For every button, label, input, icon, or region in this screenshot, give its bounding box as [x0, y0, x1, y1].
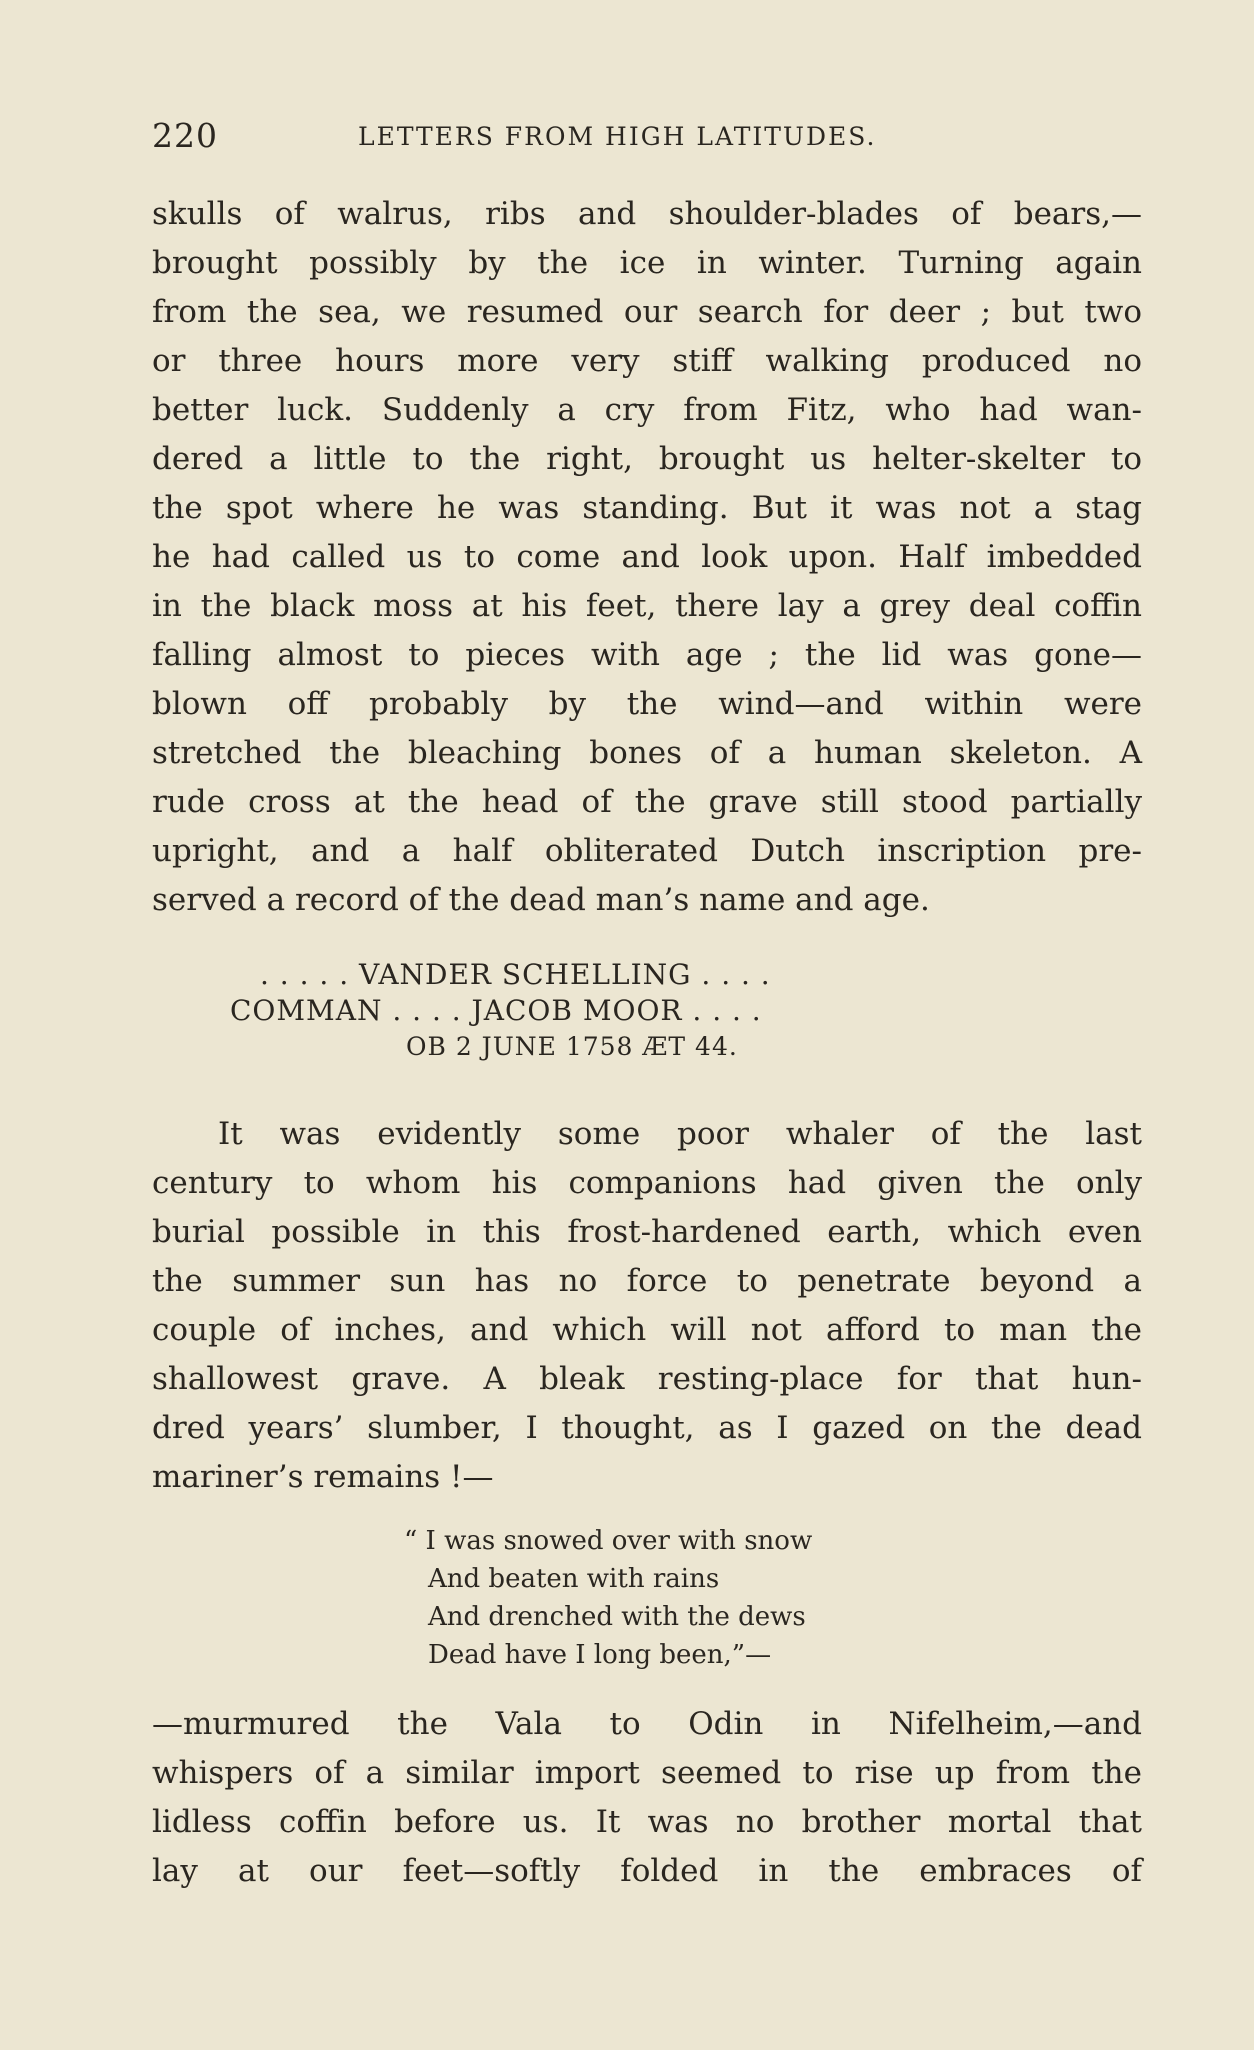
text-line: lidless coffin before us. It was no brother mortal that	[152, 1804, 1142, 1840]
paragraph-3	[152, 1700, 1142, 1896]
text-line: the summer sun has no force to penetrate beyond a	[152, 1263, 1142, 1299]
text-line: lay at our feet—softly folded in the embraces of	[152, 1853, 1142, 1889]
text-line: better luck. Suddenly a cry from Fitz, who had wan-	[152, 392, 1142, 428]
text-line: mariner’s remains !—	[152, 1459, 494, 1495]
paragraph-2	[152, 1110, 1142, 1502]
text-line: dered a little to the right, brought us helter-skelter to	[152, 441, 1142, 477]
verse-line: And beaten with rains	[428, 1564, 720, 1594]
text-line: blown off probably by the wind—and within were	[152, 686, 1142, 722]
text-line: dred years’ slumber, I thought, as I gazed on the dead	[152, 1410, 1142, 1446]
inscription-line: . . . . . VANDER SCHELLING . . . .	[260, 958, 771, 991]
running-head: LETTERS FROM HIGH LATITUDES.	[358, 122, 877, 151]
text-line: shallowest grave. A bleak resting-place for that hun-	[152, 1361, 1142, 1397]
text-line: from the sea, we resumed our search for deer ; but two	[152, 294, 1142, 330]
inscription-line: OB 2 JUNE 1758 ÆT 44.	[406, 1032, 738, 1061]
text-line: upright, and a half obliterated Dutch inscription pre-	[152, 833, 1142, 869]
verse-line: “ I was snowed over with snow	[404, 1526, 813, 1556]
text-line: brought possibly by the ice in winter. Turning again	[152, 245, 1142, 281]
text-line: couple of inches, and which will not afford to man the	[152, 1312, 1142, 1348]
text-line: stretched the bleaching bones of a human skeleton. A	[152, 735, 1142, 771]
text-line: burial possible in this frost-hardened earth, which even	[152, 1214, 1142, 1250]
text-line: he had called us to come and look upon. Half imbedded	[152, 539, 1142, 575]
verse-quotation	[404, 1522, 812, 1674]
text-line: or three hours more very stiff walking produced no	[152, 343, 1142, 379]
page-number: 220	[152, 116, 218, 155]
text-line: falling almost to pieces with age ; the lid was gone—	[152, 637, 1142, 673]
grave-inscription	[230, 957, 771, 1065]
page-header	[152, 116, 1138, 156]
paragraph-1	[152, 190, 1142, 925]
text-line: It was evidently some poor whaler of the last	[218, 1116, 1142, 1152]
text-line: whispers of a similar import seemed to rise up from the	[152, 1755, 1142, 1791]
text-line: in the black moss at his feet, there lay a grey deal coffin	[152, 588, 1142, 624]
verse-line: And drenched with the dews	[428, 1602, 806, 1632]
verse-line: Dead have I long been,”—	[428, 1640, 772, 1670]
text-line: skulls of walrus, ribs and shoulder-blades of bears,—	[152, 196, 1142, 232]
text-line: century to whom his companions had given the only	[152, 1165, 1142, 1201]
text-line: served a record of the dead man’s name and age.	[152, 882, 930, 918]
text-line: —murmured the Vala to Odin in Nifelheim,—and	[152, 1706, 1142, 1742]
inscription-line: COMMAN . . . . JACOB MOOR . . . .	[230, 994, 762, 1027]
text-line: rude cross at the head of the grave still stood partially	[152, 784, 1142, 820]
text-line: the spot where he was standing. But it was not a stag	[152, 490, 1142, 526]
